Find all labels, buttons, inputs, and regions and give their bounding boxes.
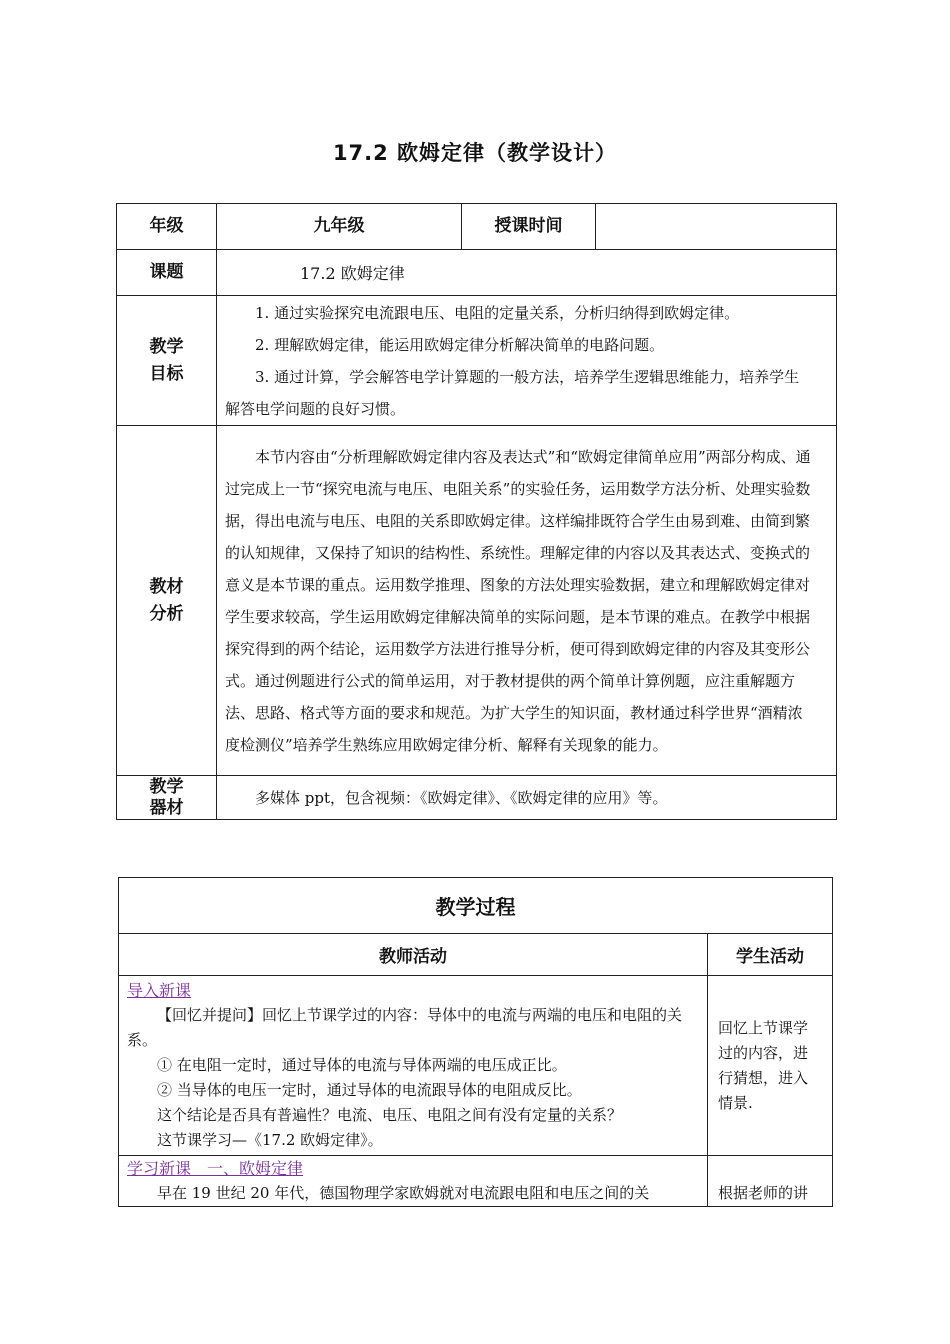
analysis-cell [217,426,837,776]
goal-item: 2. 理解欧姆定律，能运用欧姆定律分析解决简单的电路问题。 [255,335,665,354]
teacher-activity-cell [119,1156,708,1207]
student-activity-cell: 回忆上节课学过的内容，进行猜想，进入情景. [708,976,833,1156]
goals-cell [217,296,837,426]
lesson-info-table [116,203,837,820]
teacher-line: ① 在电阻一定时，通过导体的电流与导体两端的电压成正比。 [157,1056,567,1074]
grade-label: 年级 [117,204,217,250]
process-title: 教学过程 [119,878,833,934]
process-row [119,976,833,1156]
equipment-label-text: 教学器材 [149,776,184,818]
equipment-label [117,776,217,820]
topic-value: 17.2 欧姆定律 [217,250,837,296]
goals-label-text: 教学目标 [149,336,184,384]
teacher-activity-cell [119,976,708,1156]
teacher-activity-header: 教师活动 [119,934,708,976]
teacher-line: 这节课学习—《17.2 欧姆定律》。 [157,1131,383,1149]
analysis-row [117,426,837,776]
section-heading: 学习新课 一、欧姆定律 [127,1159,304,1178]
goals-row [117,296,837,426]
process-title-row [119,878,833,934]
process-header-row [119,934,833,976]
equipment-text: 多媒体 ppt，包含视频：《欧姆定律》、《欧姆定律的应用》等。 [255,788,668,807]
topic-label: 课题 [117,250,217,296]
section-heading: 导入新课 [127,981,192,1000]
teaching-process-table [118,877,833,1207]
grade-value: 九年级 [217,204,462,250]
analysis-label [117,426,217,776]
process-row [119,1156,833,1207]
analysis-label-text: 教材分析 [149,576,184,624]
teacher-line: 这个结论是否具有普遍性？电流、电压、电阻之间有没有定量的关系？ [157,1106,623,1124]
goal-item: 1. 通过实验探究电流跟电压、电阻的定量关系，分析归纳得到欧姆定律。 [255,303,740,322]
student-activity-cell: 根据老师的讲 [708,1156,833,1207]
teacher-line: 早在 19 世纪 20 年代，德国物理学家欧姆就对电流跟电阻和电压之间的关 [157,1184,650,1202]
equipment-row [117,776,837,820]
time-label: 授课时间 [462,204,596,250]
equipment-cell [217,776,837,820]
goal-item: 3. 通过计算，学会解答电学计算题的一般方法，培养学生逻辑思维能力，培养学生解答电学问题的良好习惯。 [225,367,800,418]
time-value [596,204,837,250]
document-title: 17.2 欧姆定律（教学设计） [332,141,618,165]
teacher-line: ② 当导体的电压一定时，通过导体的电流跟导体的电阻成反比。 [157,1081,582,1099]
topic-row [117,250,837,296]
goals-label [117,296,217,426]
student-activity-header: 学生活动 [708,934,833,976]
teacher-line: 【回忆并提问】回忆上节课学过的内容：导体中的电流与两端的电压和电阻的关系。 [127,1006,683,1049]
grade-row [117,204,837,250]
analysis-text: 本节内容由“分析理解欧姆定律内容及表达式”和“欧姆定律简单应用”两部分构成、通过完成上一节“探究电流与电压、电阻关系”的实验任务，运用数学方法分析、处理实验数据，得出电流与电压、电阻的关系即欧姆定律。这样编排既符合学生由易到难、由简到繁的认知规律，又保持了知识的结构性、系统性。理解定律的内容以及其表达式、变换式的意义是本节课的重点。运用数学推理、图象的方法处理实验数据，建立和理解欧姆定律对学生要求较高，学生运用欧姆定律解决简单的实际问题，是本节课的难点。在教学中根据探究得到的两个结论，运用数学方法进行推导分析，便可得到欧姆定律的内容及其变形公式。通过例题进行公式的简单运用，对于教材提供的两个简单计算例题，应注重解题方法、思路、格式等方面的要求和规范。为扩大学生的知识面，教材通过科学世界“酒精浓度检测仪”培养学生熟练应用欧姆定律分析、解释有关现象的能力。 [225,447,811,754]
